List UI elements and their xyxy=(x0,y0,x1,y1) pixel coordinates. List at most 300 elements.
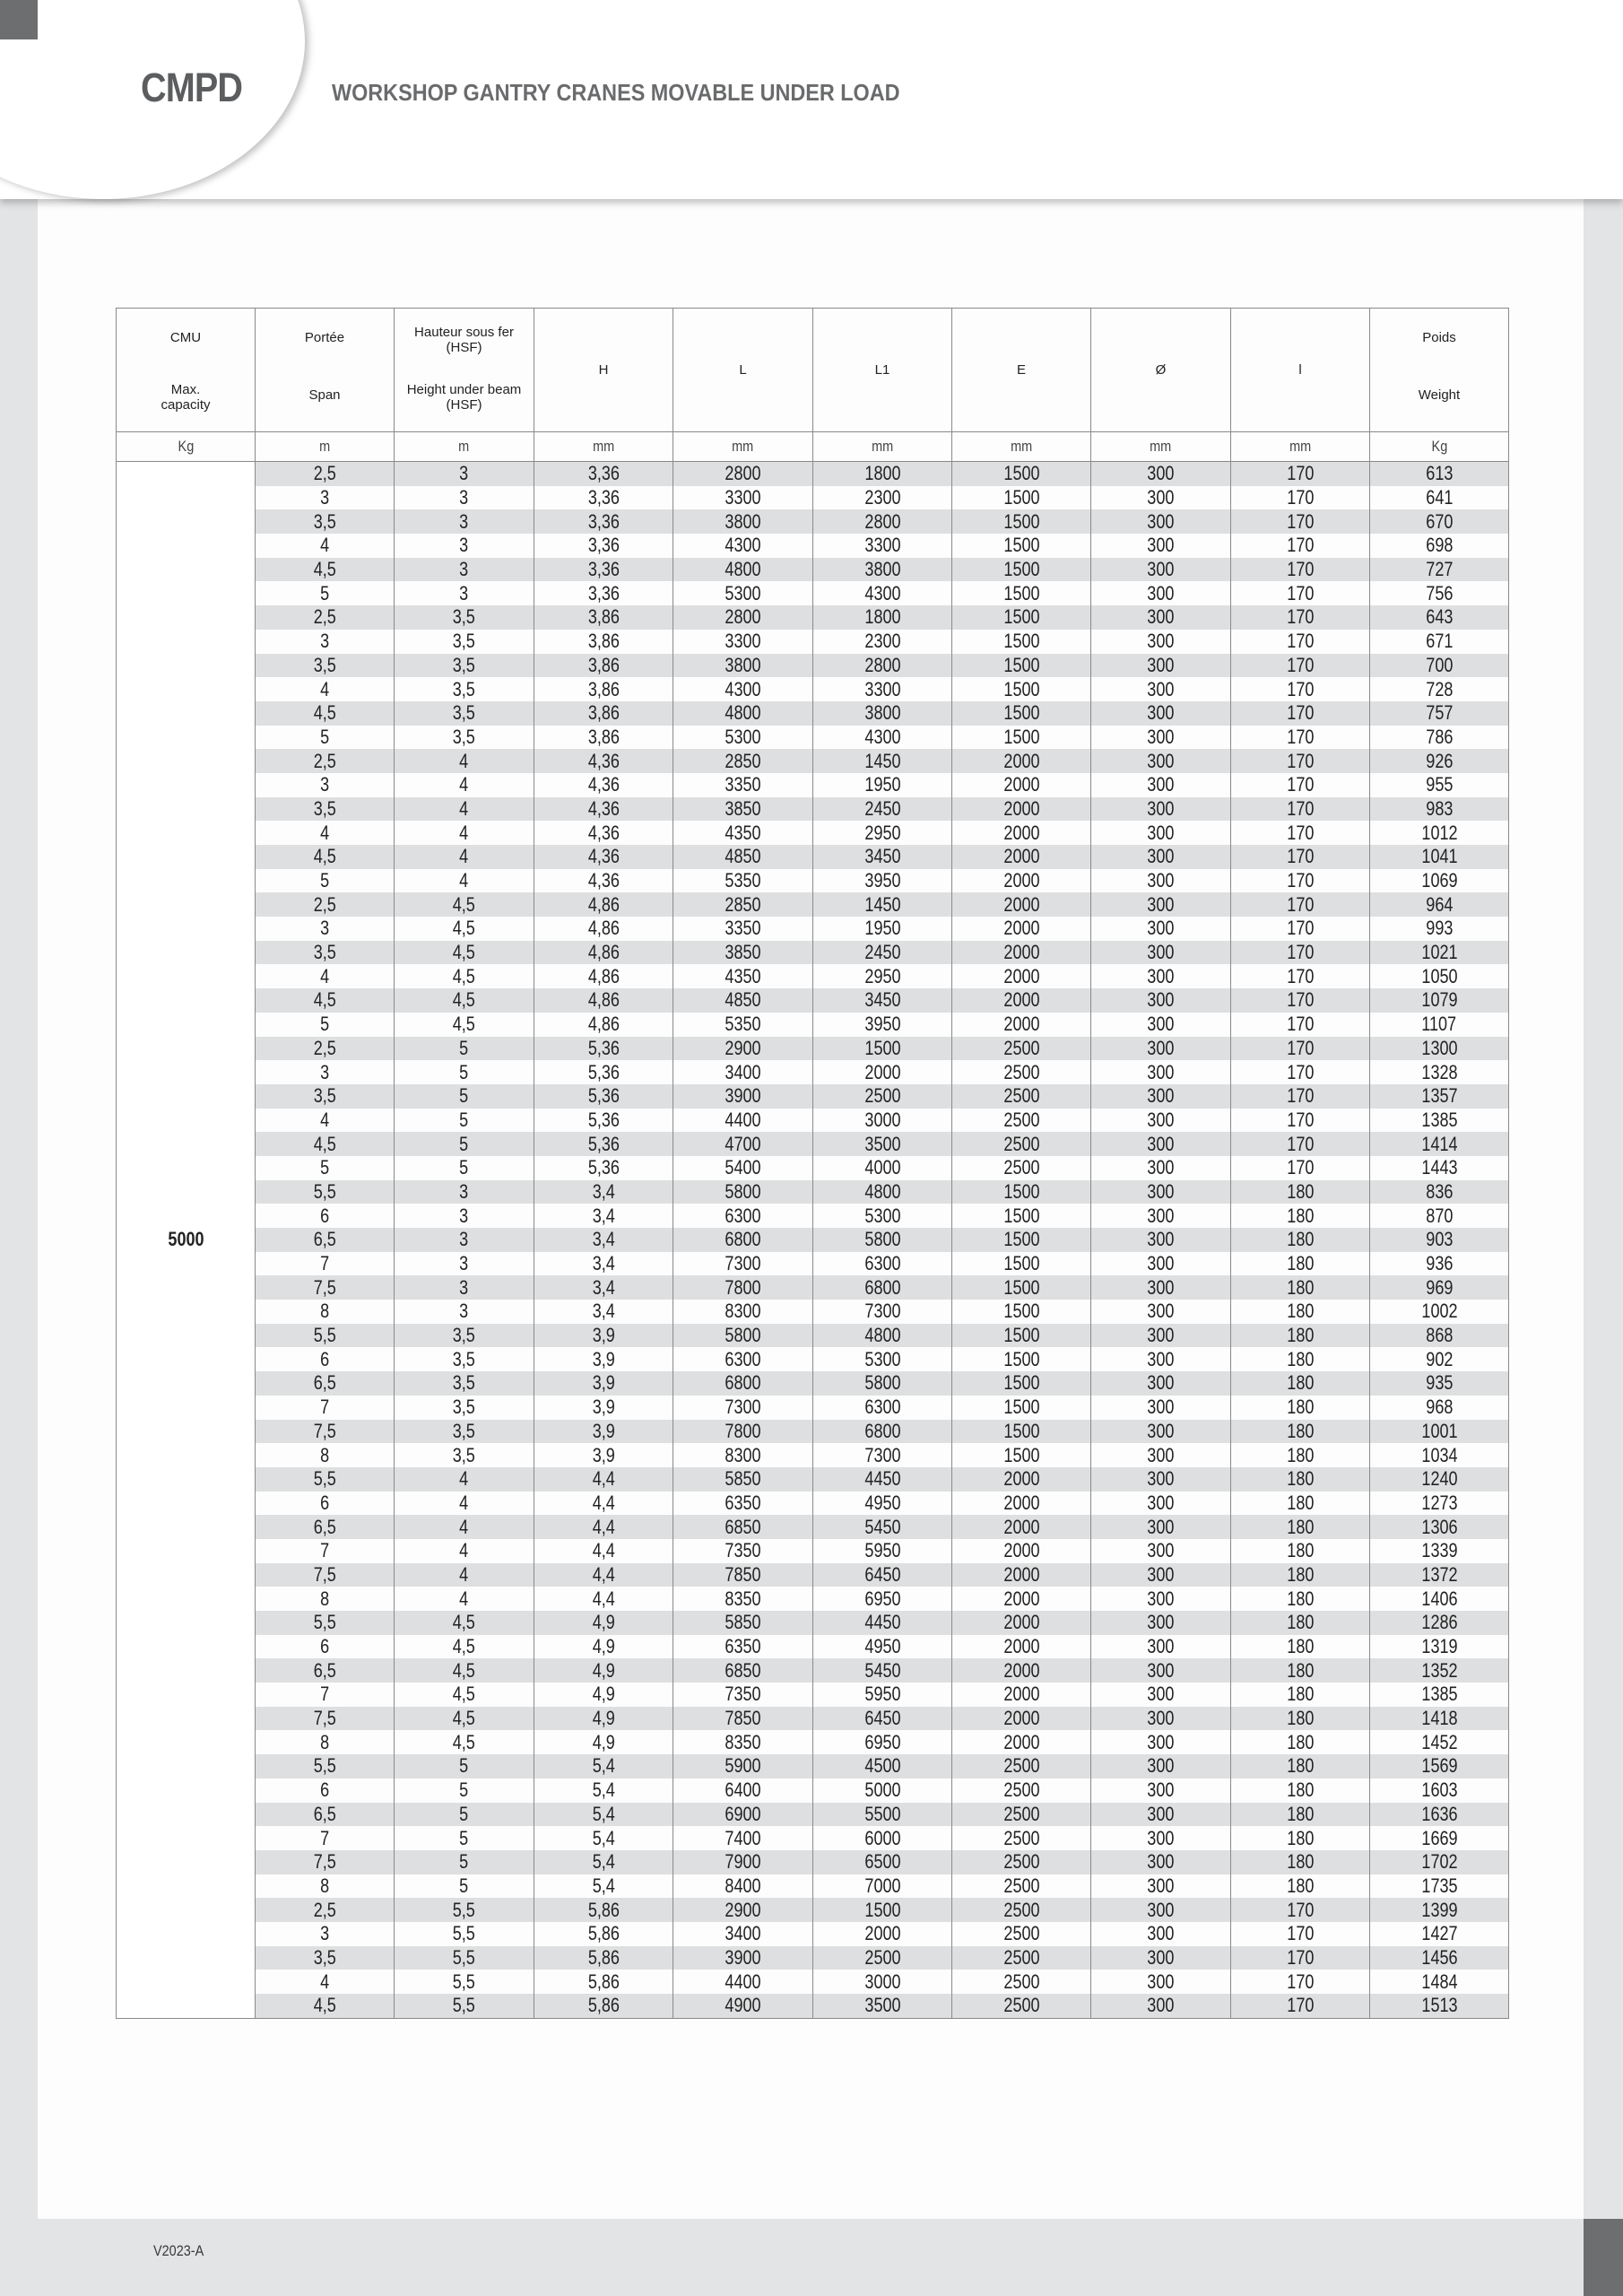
cell-value: 926 xyxy=(1425,749,1454,772)
table-cell xyxy=(1231,581,1370,605)
cell-value: 6 xyxy=(319,1491,330,1514)
cell-value: 7 xyxy=(319,1683,330,1706)
cell-value: 4,5 xyxy=(313,988,336,1012)
table-cell xyxy=(395,462,534,486)
table-cell xyxy=(534,1300,673,1324)
table-cell xyxy=(952,1779,1091,1803)
cell-value: 170 xyxy=(1286,725,1315,748)
cell-value: 3,5 xyxy=(452,1443,476,1466)
cell-value: 170 xyxy=(1286,1922,1315,1945)
table-cell xyxy=(534,1539,673,1563)
table-cell xyxy=(256,1013,395,1037)
cell-value: 180 xyxy=(1286,1300,1315,1323)
table-cell xyxy=(673,677,813,701)
table-cell xyxy=(952,892,1091,917)
cell-value: 300 xyxy=(1147,1371,1175,1395)
table-cell xyxy=(1231,1467,1370,1492)
cell-value: 5,5 xyxy=(452,1970,476,1993)
cell-value: 4 xyxy=(459,796,469,820)
table-cell xyxy=(395,1707,534,1731)
table-row xyxy=(117,1084,1509,1109)
table-cell xyxy=(1231,1275,1370,1300)
cell-value: 728 xyxy=(1425,677,1454,700)
table-cell xyxy=(1231,605,1370,630)
cell-value: 300 xyxy=(1147,1562,1175,1586)
cell-value: 6,5 xyxy=(313,1371,336,1395)
cell-value: 300 xyxy=(1147,1396,1175,1419)
table-cell xyxy=(952,1467,1091,1492)
cell-value: 300 xyxy=(1147,892,1175,916)
table-cell xyxy=(673,1754,813,1779)
table-cell xyxy=(1091,1492,1231,1516)
cell-value: 3,5 xyxy=(452,1419,476,1442)
table-cell xyxy=(673,581,813,605)
column-header-bottom: Weight xyxy=(1418,387,1461,403)
table-cell xyxy=(395,1156,534,1180)
table-cell xyxy=(1231,1013,1370,1037)
table-cell xyxy=(534,1826,673,1850)
cell-value: 5850 xyxy=(725,1611,761,1634)
cell-value: 5,36 xyxy=(587,1132,620,1155)
table-cell xyxy=(813,1754,952,1779)
cell-value: 300 xyxy=(1147,1658,1175,1682)
cell-value: 2000 xyxy=(1002,988,1040,1012)
unit-label: mm xyxy=(871,438,894,455)
cell-value: 300 xyxy=(1147,1132,1175,1155)
table-cell xyxy=(395,509,534,534)
table-cell xyxy=(534,1779,673,1803)
table-row xyxy=(117,1275,1509,1300)
column-header-mid: Ø xyxy=(1155,362,1167,378)
cell-value: 3 xyxy=(319,630,330,653)
cell-value: 7400 xyxy=(725,1826,761,1849)
cell-value: 180 xyxy=(1286,1204,1315,1227)
table-cell xyxy=(256,1779,395,1803)
cell-value: 4 xyxy=(459,821,469,844)
cell-value: 902 xyxy=(1425,1347,1454,1370)
cell-value: 170 xyxy=(1286,1013,1315,1036)
cell-value: 5,5 xyxy=(452,1898,476,1921)
cell-value: 4,4 xyxy=(592,1562,615,1586)
table-cell xyxy=(1091,941,1231,965)
table-cell xyxy=(534,1204,673,1228)
table-cell xyxy=(952,605,1091,630)
cell-value: 1328 xyxy=(1420,1060,1458,1083)
cell-value: 2500 xyxy=(1002,1108,1040,1131)
table-cell xyxy=(1091,1658,1231,1683)
column-header-mid: L1 xyxy=(874,362,890,378)
cell-value: 8300 xyxy=(725,1443,761,1466)
table-cell xyxy=(1091,1850,1231,1874)
table-cell xyxy=(1231,677,1370,701)
table-cell xyxy=(1370,964,1509,988)
cell-value: 5,36 xyxy=(587,1036,620,1059)
table-cell xyxy=(534,1803,673,1827)
table-cell xyxy=(1231,1132,1370,1156)
table-cell xyxy=(673,892,813,917)
cell-value: 2850 xyxy=(725,749,761,772)
cell-value: 2500 xyxy=(1002,1874,1040,1897)
cell-value: 1500 xyxy=(1002,509,1040,533)
cell-value: 4300 xyxy=(864,581,901,604)
table-row xyxy=(117,1420,1509,1444)
table-cell xyxy=(1231,1300,1370,1324)
cell-value: 300 xyxy=(1147,749,1175,772)
table-row xyxy=(117,1658,1509,1683)
table-cell xyxy=(1370,1922,1509,1946)
table-cell xyxy=(534,797,673,822)
cell-value: 300 xyxy=(1147,917,1175,940)
unit-label: mm xyxy=(1150,438,1172,455)
table-cell xyxy=(813,1658,952,1683)
cell-value: 2500 xyxy=(1002,1132,1040,1155)
cell-value: 300 xyxy=(1147,1970,1175,1993)
table-cell xyxy=(395,1754,534,1779)
table-cell xyxy=(256,1467,395,1492)
cell-value: 2000 xyxy=(1002,941,1040,964)
cell-value: 3,86 xyxy=(587,677,620,700)
cell-value: 5,5 xyxy=(313,1467,336,1491)
table-cell xyxy=(1231,917,1370,941)
cell-value: 5800 xyxy=(725,1179,761,1203)
cell-value: 1500 xyxy=(1002,630,1040,653)
table-cell xyxy=(395,1779,534,1803)
cell-value: 4450 xyxy=(864,1467,901,1491)
cell-value: 5 xyxy=(459,1850,469,1874)
cell-value: 1950 xyxy=(864,773,901,796)
table-row xyxy=(117,1060,1509,1084)
cell-value: 2,5 xyxy=(313,749,336,772)
unit-cell xyxy=(1370,432,1509,462)
unit-cell xyxy=(395,432,534,462)
table-cell xyxy=(256,509,395,534)
table-cell xyxy=(534,1228,673,1252)
table-cell xyxy=(395,1587,534,1611)
cell-value: 3950 xyxy=(864,869,901,892)
cell-value: 5350 xyxy=(725,1013,761,1036)
cell-value: 2500 xyxy=(1002,1970,1040,1993)
cell-value: 300 xyxy=(1147,1324,1175,1347)
table-cell xyxy=(952,1371,1091,1396)
table-cell xyxy=(813,1563,952,1587)
table-cell xyxy=(1091,1109,1231,1133)
table-cell xyxy=(395,1683,534,1707)
table-cell xyxy=(813,1611,952,1635)
capacity-cell xyxy=(117,462,256,2019)
table-cell xyxy=(1231,630,1370,654)
cell-value: 6300 xyxy=(864,1252,901,1275)
cell-value: 3850 xyxy=(725,941,761,964)
table-cell xyxy=(673,486,813,510)
cell-value: 4800 xyxy=(725,558,761,581)
cell-value: 170 xyxy=(1286,773,1315,796)
cell-value: 2000 xyxy=(1002,1611,1040,1634)
cell-value: 5 xyxy=(459,1802,469,1825)
cell-value: 170 xyxy=(1286,1970,1315,1993)
cell-value: 300 xyxy=(1147,845,1175,868)
table-cell xyxy=(673,1779,813,1803)
table-cell xyxy=(1091,1180,1231,1205)
table-cell xyxy=(1091,1204,1231,1228)
table-cell xyxy=(1231,1779,1370,1803)
table-cell xyxy=(952,1252,1091,1276)
table-cell xyxy=(1091,1252,1231,1276)
cell-value: 670 xyxy=(1425,509,1454,533)
table-cell xyxy=(1231,1060,1370,1084)
table-row xyxy=(117,1946,1509,1970)
table-cell xyxy=(1091,605,1231,630)
table-cell xyxy=(673,917,813,941)
table-cell xyxy=(256,892,395,917)
table-cell xyxy=(1091,558,1231,582)
cell-value: 4,9 xyxy=(592,1683,615,1706)
cell-value: 3,5 xyxy=(452,605,476,629)
table-cell xyxy=(256,773,395,797)
cell-value: 3,5 xyxy=(452,1371,476,1395)
table-cell xyxy=(673,1347,813,1371)
table-row xyxy=(117,988,1509,1013)
cell-value: 3000 xyxy=(864,1970,901,1993)
cell-value: 7850 xyxy=(725,1707,761,1730)
cell-value: 3,5 xyxy=(452,677,476,700)
table-cell xyxy=(1091,486,1231,510)
table-cell xyxy=(1091,1970,1231,1994)
table-cell xyxy=(1370,1970,1509,1994)
table-cell xyxy=(813,988,952,1013)
cell-value: 7 xyxy=(319,1539,330,1562)
table-row xyxy=(117,1803,1509,1827)
cell-value: 3,4 xyxy=(592,1204,615,1227)
table-cell xyxy=(534,605,673,630)
cell-value: 1273 xyxy=(1420,1491,1458,1514)
table-cell xyxy=(1370,797,1509,822)
cell-value: 5,4 xyxy=(592,1874,615,1897)
table-cell xyxy=(673,1109,813,1133)
cell-value: 180 xyxy=(1286,1802,1315,1825)
table-cell xyxy=(1091,845,1231,869)
table-cell xyxy=(813,1060,952,1084)
table-cell xyxy=(395,1060,534,1084)
table-cell xyxy=(395,917,534,941)
cell-value: 1456 xyxy=(1420,1945,1458,1969)
table-row xyxy=(117,1539,1509,1563)
cell-value: 5300 xyxy=(864,1204,901,1227)
table-cell xyxy=(1370,1109,1509,1133)
table-cell xyxy=(952,1109,1091,1133)
cell-value: 2000 xyxy=(1002,964,1040,987)
cell-value: 2500 xyxy=(1002,1754,1040,1778)
cell-value: 6,5 xyxy=(313,1802,336,1825)
table-cell xyxy=(952,1539,1091,1563)
table-cell xyxy=(256,605,395,630)
table-cell xyxy=(813,1347,952,1371)
cell-value: 2500 xyxy=(1002,1036,1040,1059)
table-cell xyxy=(1231,1109,1370,1133)
cell-value: 2000 xyxy=(1002,1707,1040,1730)
cell-value: 2950 xyxy=(864,964,901,987)
cell-value: 300 xyxy=(1147,1898,1175,1921)
table-cell xyxy=(534,701,673,726)
unit-label: mm xyxy=(592,438,615,455)
table-row xyxy=(117,654,1509,678)
table-cell xyxy=(1370,726,1509,750)
cell-value: 5,86 xyxy=(587,1970,620,1993)
cell-value: 3,5 xyxy=(452,1347,476,1370)
table-cell xyxy=(256,1994,395,2018)
cell-value: 2500 xyxy=(1002,1802,1040,1825)
cell-value: 4 xyxy=(459,1587,469,1610)
cell-value: 3,5 xyxy=(313,653,336,676)
cell-value: 2450 xyxy=(864,796,901,820)
table-cell xyxy=(1091,581,1231,605)
table-cell xyxy=(1370,1300,1509,1324)
table-cell xyxy=(1370,1275,1509,1300)
table-cell xyxy=(256,1037,395,1061)
table-cell xyxy=(395,1898,534,1922)
cell-value: 4 xyxy=(319,964,330,987)
table-row xyxy=(117,1754,1509,1779)
cell-value: 1001 xyxy=(1420,1419,1458,1442)
table-cell xyxy=(1231,1228,1370,1252)
table-row xyxy=(117,1874,1509,1899)
cell-value: 2000 xyxy=(1002,1658,1040,1682)
table-cell xyxy=(534,462,673,486)
table-cell xyxy=(395,677,534,701)
table-cell xyxy=(1370,1563,1509,1587)
table-cell xyxy=(1231,1037,1370,1061)
table-cell xyxy=(395,1611,534,1635)
cell-value: 1079 xyxy=(1420,988,1458,1012)
cell-value: 786 xyxy=(1425,725,1454,748)
cell-value: 7300 xyxy=(864,1443,901,1466)
cell-value: 3450 xyxy=(864,988,901,1012)
table-cell xyxy=(952,1300,1091,1324)
cell-value: 4900 xyxy=(725,1994,761,2017)
table-cell xyxy=(813,1803,952,1827)
cell-value: 1636 xyxy=(1420,1802,1458,1825)
unit-label: Kg xyxy=(1431,438,1447,455)
table-cell xyxy=(256,1420,395,1444)
unit-label: mm xyxy=(1010,438,1033,455)
cell-value: 1414 xyxy=(1420,1132,1458,1155)
table-cell xyxy=(256,1707,395,1731)
table-cell xyxy=(813,1420,952,1444)
table-row xyxy=(117,1970,1509,1994)
cell-value: 170 xyxy=(1286,845,1315,868)
column-header-bottom: Span xyxy=(308,387,341,403)
table-cell xyxy=(1231,988,1370,1013)
cell-value: 3 xyxy=(319,773,330,796)
table-row xyxy=(117,1683,1509,1707)
cell-value: 4,9 xyxy=(592,1635,615,1658)
cell-value: 613 xyxy=(1425,462,1454,485)
table-cell xyxy=(952,1037,1091,1061)
cell-value: 170 xyxy=(1286,1084,1315,1108)
cell-value: 1240 xyxy=(1420,1467,1458,1491)
table-row xyxy=(117,1180,1509,1205)
table-row xyxy=(117,1898,1509,1922)
table-cell xyxy=(673,654,813,678)
cell-value: 6 xyxy=(319,1204,330,1227)
table-cell xyxy=(256,1443,395,1467)
table-cell xyxy=(673,1204,813,1228)
table-cell xyxy=(395,486,534,510)
cell-value: 8 xyxy=(319,1874,330,1897)
cell-value: 4,4 xyxy=(592,1467,615,1491)
table-cell xyxy=(1231,1874,1370,1899)
table-cell xyxy=(952,1658,1091,1683)
table-cell xyxy=(395,1850,534,1874)
table-cell xyxy=(673,1324,813,1348)
column-header-bottom: Max. capacity xyxy=(161,382,211,413)
table-cell xyxy=(952,581,1091,605)
table-cell xyxy=(1091,1228,1231,1252)
cell-value: 6,5 xyxy=(313,1658,336,1682)
cell-value: 1500 xyxy=(1002,1228,1040,1251)
unit-label: Kg xyxy=(178,438,194,455)
cell-value: 2000 xyxy=(1002,1562,1040,1586)
table-cell xyxy=(673,701,813,726)
cell-value: 300 xyxy=(1147,581,1175,604)
table-cell xyxy=(673,1084,813,1109)
cell-value: 7300 xyxy=(864,1300,901,1323)
table-cell xyxy=(1091,797,1231,822)
cell-value: 300 xyxy=(1147,677,1175,700)
table-cell xyxy=(813,558,952,582)
unit-cell xyxy=(813,432,952,462)
table-cell xyxy=(673,773,813,797)
table-row xyxy=(117,726,1509,750)
cell-value: 2500 xyxy=(1002,1898,1040,1921)
cell-value: 1372 xyxy=(1420,1562,1458,1586)
cell-value: 1500 xyxy=(1002,1347,1040,1370)
table-cell xyxy=(673,797,813,822)
cell-value: 1484 xyxy=(1420,1970,1458,1993)
table-cell xyxy=(1091,1730,1231,1754)
table-cell xyxy=(813,1443,952,1467)
table-cell xyxy=(673,941,813,965)
cell-value: 5,36 xyxy=(587,1156,620,1179)
cell-value: 4300 xyxy=(725,677,761,700)
table-cell xyxy=(1091,1467,1231,1492)
cell-value: 300 xyxy=(1147,1922,1175,1945)
cell-value: 5 xyxy=(459,1084,469,1108)
cell-value: 4400 xyxy=(725,1108,761,1131)
cell-value: 6500 xyxy=(864,1850,901,1874)
table-cell xyxy=(1091,1754,1231,1779)
table-cell xyxy=(813,677,952,701)
table-cell xyxy=(673,1922,813,1946)
table-cell xyxy=(395,1874,534,1899)
table-cell xyxy=(813,1037,952,1061)
table-cell xyxy=(952,797,1091,822)
cell-value: 8400 xyxy=(725,1874,761,1897)
cell-value: 4350 xyxy=(725,821,761,844)
cell-value: 8 xyxy=(319,1300,330,1323)
table-cell xyxy=(952,1563,1091,1587)
cell-value: 180 xyxy=(1286,1611,1315,1634)
cell-value: 2800 xyxy=(725,605,761,629)
table-cell xyxy=(952,1084,1091,1109)
table-cell xyxy=(1370,630,1509,654)
table-cell xyxy=(952,1156,1091,1180)
table-cell xyxy=(534,1563,673,1587)
cell-value: 180 xyxy=(1286,1252,1315,1275)
cell-value: 4950 xyxy=(864,1635,901,1658)
table-cell xyxy=(1370,1013,1509,1037)
table-cell xyxy=(673,964,813,988)
table-cell xyxy=(1091,1539,1231,1563)
